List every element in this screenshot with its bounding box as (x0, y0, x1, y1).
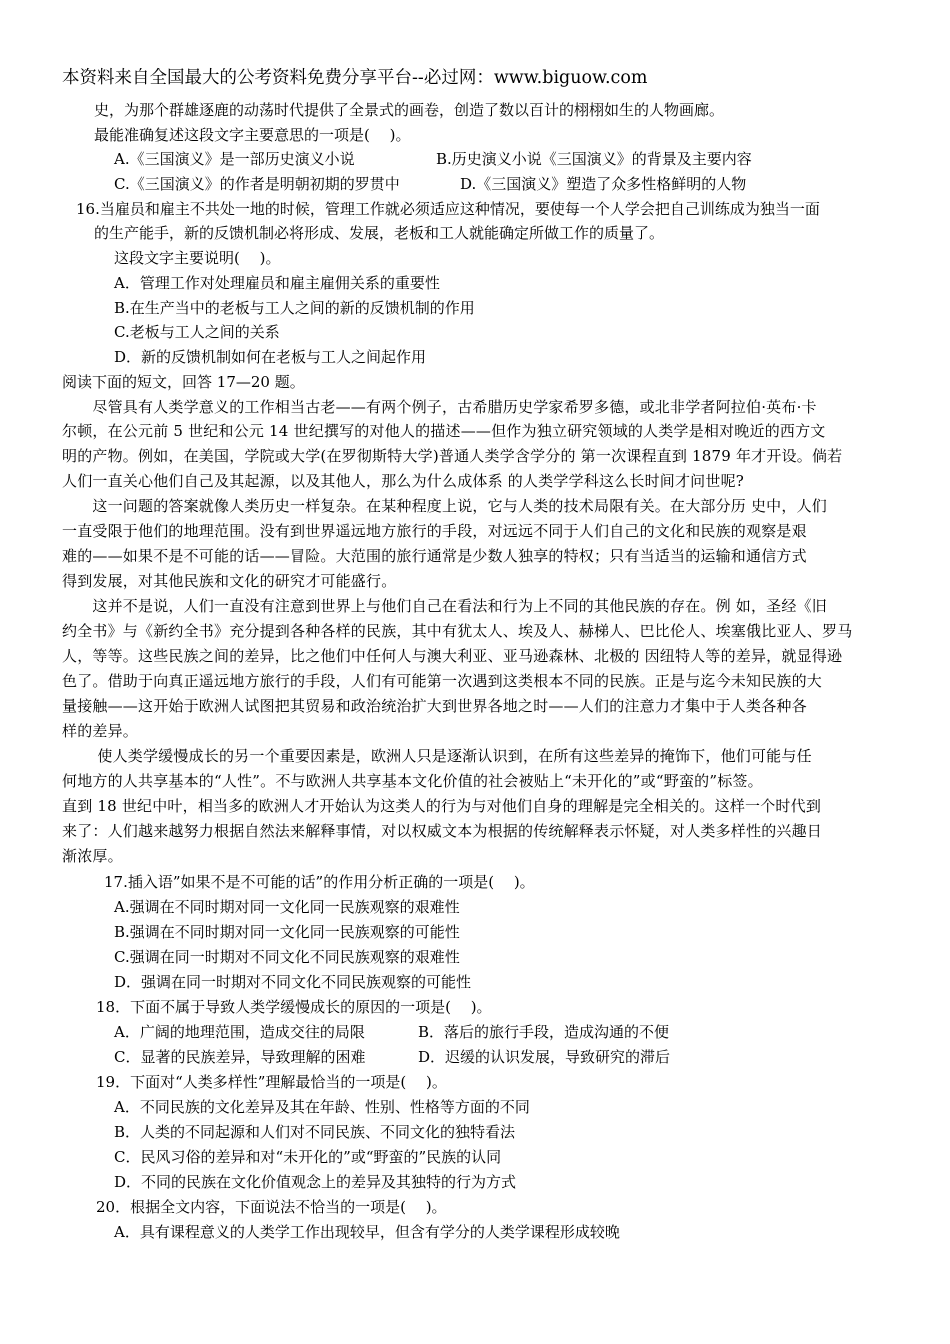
q20-option-a: A．具有课程意义的人类学工作出现较早，但含有学分的人类学课程形成较晚 (114, 1223, 620, 1241)
q17-option-d: D．强调在同一时期对不同文化不同民族观察的可能性 (114, 973, 472, 991)
q15-option-c: C.《三国演义》的作者是明朝初期的罗贯中 (114, 175, 400, 193)
q17-option-c: C.强调在同一时期对不同文化不同民族观察的艰难性 (114, 948, 460, 966)
q19-option-b: B．人类的不同起源和人们对不同民族、不同文化的独特看法 (114, 1123, 516, 1141)
q16-passage-line: 的生产能手，新的反馈机制必将形成、发展，老板和工人就能确定所做工作的质量了。 (94, 224, 665, 242)
reading-line: 来了：人们越来越努力根据自然法来解释事情，对以权威文本为根据的传统解释表示怀疑，对人类多样性的兴趣日 (62, 822, 823, 840)
q16-option-b: B.在生产当中的老板与工人之间的新的反馈机制的作用 (114, 299, 475, 317)
reading-line: 一直受限于他们的地理范围。没有到世界遥远地方旅行的手段，对远远不同于人们自己的文化和民族的观察是艰 (62, 522, 807, 540)
q16-stem: 这段文字主要说明( )。 (114, 249, 281, 267)
reading-line: 色了。借助于向真正遥远地方旅行的手段，人们有可能第一次遇到这类根本不同的民族。正是与迄今未知民族的大 (62, 672, 823, 690)
reading-line: 得到发展，对其他民族和文化的研究才可能盛行。 (62, 572, 397, 590)
q17-stem: 17.插入语”如果不是不可能的话”的作用分析正确的一项是( )。 (104, 873, 535, 891)
q15-option-b: B.历史演义小说《三国演义》的背景及主要内容 (436, 150, 752, 168)
q18-option-b: B．落后的旅行手段，造成沟通的不便 (418, 1023, 670, 1041)
q17-option-b: B.强调在不同时期对同一文化同一民族观察的可能性 (114, 923, 460, 941)
q18-option-c: C．显著的民族差异，导致理解的困难 (114, 1048, 366, 1066)
q18-option-a: A．广阔的地理范围，造成交往的局限 (114, 1023, 365, 1041)
reading-line: 量接触——这开始于欧洲人试图把其贸易和政治统治扩大到世界各地之时——人们的注意力才集中于人类各种各 (62, 697, 807, 715)
reading-line: 渐浓厚。 (62, 847, 123, 865)
q19-option-a: A．不同民族的文化差异及其在年龄、性别、性格等方面的不同 (114, 1098, 530, 1116)
reading-line: 约全书》与《新约全书》充分提到各种各样的民族，其中有犹太人、埃及人、赫梯人、巴比伦人、埃塞俄比亚人、罗马 (62, 622, 853, 640)
reading-line: 这一问题的答案就像人类历史一样复杂。在某种程度上说，它与人类的技术局限有关。在大部分历 史中，人们 (62, 497, 827, 515)
q16-passage-line: 16.当雇员和雇主不共处一地的时候，管理工作就必须适应这种情况，要使每一个人学会把自己训练成为独当一面 (76, 200, 820, 218)
reading-line: 样的差异。 (62, 722, 139, 740)
source-header: 本资料来自全国最大的公考资料免费分享平台--必过网：www.biguow.com (62, 68, 648, 88)
q16-option-c: C.老板与工人之间的关系 (114, 323, 280, 341)
q15-option-a: A.《三国演义》是一部历史演义小说 (114, 150, 355, 168)
q18-option-d: D．迟缓的认识发展，导致研究的滞后 (418, 1048, 671, 1066)
q19-stem: 19．下面对“人类多样性”理解最恰当的一项是( )。 (96, 1073, 447, 1091)
reading-line: 难的——如果不是不可能的话——冒险。大范围的旅行通常是少数人独享的特权；只有当适当的运输和通信方式 (62, 547, 807, 565)
q15-option-d: D.《三国演义》塑造了众多性格鲜明的人物 (460, 175, 747, 193)
reading-line: 直到 18 世纪中叶，相当多的欧洲人才开始认为这类人的行为与对他们自身的理解是完全相关的。这样一个时代到 (62, 797, 822, 815)
reading-line: 尔顿，在公元前 5 世纪和公元 14 世纪撰写的对他人的描述——但作为独立研究领域的人类学是相对晚近的西方文 (62, 422, 826, 440)
reading-line: 何地方的人共享基本的“人性”。不与欧洲人共享基本文化价值的社会被贴上“未开化的”或“野蛮的”标签。 (62, 772, 763, 790)
reading-line: 尽管具有人类学意义的工作相当古老——有两个例子，古希腊历史学家希罗多德，或北非学者阿拉伯·英布·卡 (62, 398, 817, 416)
q16-option-a: A．管理工作对处理雇员和雇主雇佣关系的重要性 (114, 274, 440, 292)
reading-instruction: 阅读下面的短文，回答 17—20 题。 (62, 373, 305, 391)
reading-line: 使人类学缓慢成长的另一个重要因素是，欧洲人只是逐渐认识到，在所有这些差异的掩饰下，他们可能与任 (62, 747, 812, 765)
q17-option-a: A.强调在不同时期对同一文化同一民族观察的艰难性 (114, 898, 460, 916)
q15-stem: 最能准确复述这段文字主要意思的一项是( )。 (94, 126, 411, 144)
reading-line: 明的产物。例如，在美国，学院或大学(在罗彻斯特大学)普通人类学含学分的 第一次课程直到 1879 年才开设。倘若 (62, 447, 843, 465)
q15-passage-tail: 史，为那个群雄逐鹿的动荡时代提供了全景式的画卷，创造了数以百计的栩栩如生的人物画廊。 (94, 101, 725, 119)
q18-stem: 18．下面不属于导致人类学缓慢成长的原因的一项是( )。 (96, 998, 492, 1016)
q19-option-c: C．民风习俗的差异和对“未开化的”或“野蛮的”民族的认同 (114, 1148, 502, 1166)
q16-option-d: D．新的反馈机制如何在老板与工人之间起作用 (114, 348, 427, 366)
reading-line: 这并不是说，人们一直没有注意到世界上与他们自己在看法和行为上不同的其他民族的存在。例 如，圣经《旧 (62, 597, 827, 615)
reading-line: 人们一直关心他们自己及其起源，以及其他人，那么为什么成体系 的人类学学科这么长时间才问世呢? (62, 472, 745, 490)
q20-stem: 20．根据全文内容，下面说法不恰当的一项是( )。 (96, 1198, 447, 1216)
q19-option-d: D．不同的民族在文化价值观念上的差异及其独特的行为方式 (114, 1173, 517, 1191)
reading-line: 人，等等。这些民族之间的差异，比之他们中任何人与澳大利亚、亚马逊森林、北极的 因纽特人等的差异，就显得逊 (62, 647, 843, 665)
